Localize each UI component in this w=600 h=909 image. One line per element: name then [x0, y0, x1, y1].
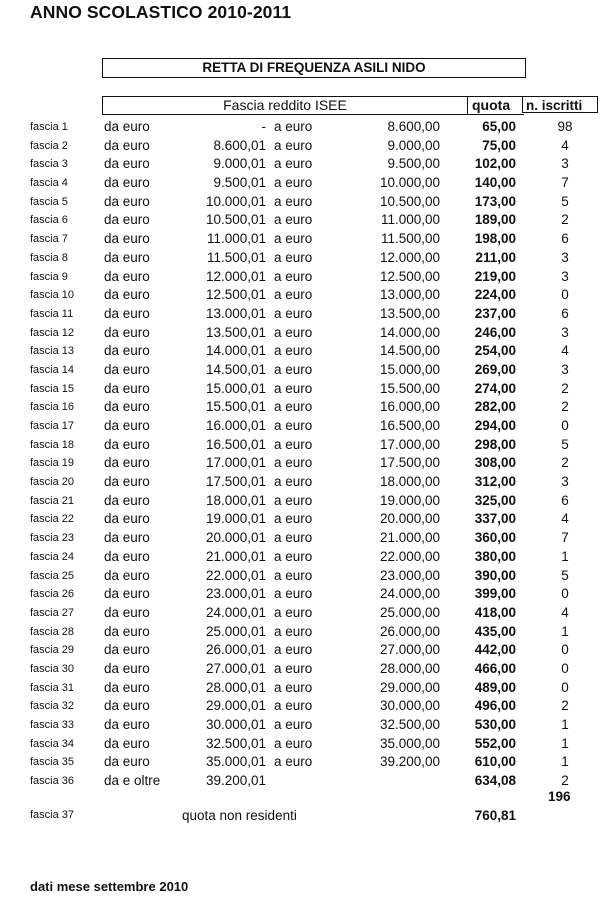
quota-value: 294,00	[474, 418, 516, 433]
quota-value: 435,00	[474, 623, 516, 639]
a-label: a euro	[274, 249, 313, 265]
income-from: 8.600,01	[213, 137, 266, 153]
quota-value: 496,00	[474, 698, 516, 714]
income-to: 35.000,00	[379, 735, 440, 751]
income-from: 24.000,01	[205, 604, 266, 620]
income-to: 39.200,00	[379, 754, 440, 770]
iscritti-count: 7	[561, 175, 569, 191]
non-resident-label: quota non residenti	[182, 808, 297, 823]
income-to: 19.000,00	[379, 492, 440, 508]
total-iscritti: 196	[548, 789, 571, 804]
table-row	[0, 286, 600, 305]
quota-value: 75,00	[482, 137, 516, 153]
fascia-label: fascia 35	[30, 756, 75, 769]
iscritti-count: 4	[561, 343, 569, 359]
da-label: da euro	[104, 530, 150, 546]
fascia-label: fascia 19	[30, 457, 75, 470]
iscritti-count: 2	[561, 773, 569, 789]
a-label: a euro	[274, 586, 313, 602]
a-label: a euro	[274, 567, 313, 583]
iscritti-count: 0	[561, 660, 569, 676]
income-to: 14.500,00	[379, 343, 440, 359]
income-from: 26.000,01	[205, 642, 266, 658]
table-row	[0, 660, 600, 679]
income-from: 29.000,01	[205, 698, 266, 714]
income-to: 11.000,00	[380, 212, 440, 228]
quota-value: 360,00	[474, 530, 516, 546]
document-title: ANNO SCOLASTICO 2010-2011	[30, 2, 292, 22]
da-label: da euro	[104, 193, 150, 209]
a-label: a euro	[274, 418, 313, 433]
iscritti-count: 3	[561, 361, 569, 377]
fascia-label: fascia 30	[30, 662, 75, 675]
a-label: a euro	[274, 231, 313, 247]
income-to: 9.500,00	[387, 156, 440, 172]
income-to: 29.000,00	[379, 679, 440, 695]
fascia-label: fascia 31	[30, 681, 75, 694]
table-heading: RETTA DI FREQUENZA ASILI NIDO	[102, 58, 526, 78]
quota-value: 298,00	[474, 436, 516, 452]
a-label: a euro	[274, 305, 313, 321]
income-to: 12.500,00	[379, 268, 440, 284]
income-to: 10.000,00	[379, 175, 440, 191]
quota-value: 634,08	[474, 773, 516, 789]
table-row	[0, 436, 600, 455]
income-to: 30.000,00	[379, 698, 440, 714]
income-to: 20.000,00	[379, 511, 440, 527]
a-label: a euro	[274, 380, 313, 396]
table-row	[0, 604, 600, 623]
iscritti-count: 2	[561, 455, 569, 471]
quota-value: 211,00	[475, 249, 516, 265]
quota-value: 269,00	[474, 361, 516, 377]
income-from: 10.500,01	[205, 212, 266, 228]
income-to: 23.000,00	[379, 567, 440, 583]
fascia-label: fascia 2	[30, 139, 68, 152]
a-label: a euro	[274, 156, 313, 172]
quota-value: 140,00	[474, 175, 516, 191]
fascia-label: fascia 4	[30, 177, 68, 190]
header-isee: Fascia reddito ISEE	[102, 96, 468, 115]
table-row	[0, 380, 600, 399]
income-from: 16.500,01	[205, 436, 266, 452]
a-label: a euro	[274, 474, 313, 490]
iscritti-count: 1	[561, 623, 569, 639]
quota-value: 189,00	[474, 212, 516, 228]
income-to: 9.000,00	[387, 137, 440, 153]
da-label: da euro	[104, 492, 150, 508]
income-from: 11.000,01	[206, 231, 266, 247]
quota-value: 237,00	[474, 305, 516, 321]
table-row	[0, 417, 600, 436]
header-quota: quota	[468, 96, 524, 115]
a-label: a euro	[274, 343, 313, 359]
quota-value: 219,00	[474, 268, 516, 284]
fascia-label: fascia 20	[30, 476, 75, 489]
iscritti-count: 1	[561, 754, 569, 770]
fascia-label: fascia 12	[30, 326, 75, 339]
a-label: a euro	[274, 175, 313, 191]
quota-value: 198,00	[474, 231, 516, 247]
da-label: da euro	[104, 623, 150, 639]
a-label: a euro	[274, 642, 313, 658]
da-label: da euro	[104, 324, 150, 340]
da-label: da euro	[104, 660, 150, 676]
a-label: a euro	[274, 492, 313, 508]
da-label: da e oltre	[104, 773, 161, 789]
fascia-label: fascia 9	[30, 270, 68, 283]
footer-note: dati mese settembre 2010	[30, 879, 189, 894]
iscritti-count: 4	[561, 511, 569, 527]
quota-value: 489,00	[474, 679, 516, 695]
iscritti-count: 0	[561, 642, 569, 658]
fascia-label: fascia 36	[30, 775, 75, 788]
table-row	[0, 567, 600, 586]
income-from: 20.000,01	[205, 530, 266, 546]
income-to: 14.000,00	[379, 324, 440, 340]
table-row	[0, 473, 600, 492]
a-label: a euro	[274, 268, 313, 284]
table-row	[0, 623, 600, 642]
fascia-label: fascia 22	[30, 513, 75, 526]
table-row	[0, 492, 600, 511]
income-from: 32.500,01	[205, 735, 266, 751]
quota-value: 65,00	[482, 119, 516, 134]
iscritti-count: 3	[561, 156, 569, 172]
table-row	[0, 454, 600, 473]
iscritti-count: 5	[561, 193, 569, 209]
iscritti-count: 7	[561, 530, 569, 546]
income-from: 27.000,01	[205, 660, 266, 676]
table-row	[0, 735, 600, 754]
income-to: 24.000,00	[379, 586, 440, 602]
income-from: 14.000,01	[205, 343, 266, 359]
income-to: 28.000,00	[379, 660, 440, 676]
a-label: a euro	[274, 660, 313, 676]
fascia-label: fascia 17	[30, 420, 75, 432]
income-from: 35.000,01	[205, 754, 266, 770]
a-label: a euro	[274, 717, 313, 732]
income-from: 30.000,01	[205, 717, 266, 732]
a-label: a euro	[274, 511, 313, 527]
iscritti-count: 6	[561, 231, 569, 247]
header-iscritti: n. iscritti	[522, 96, 598, 113]
income-to: 13.000,00	[379, 287, 440, 303]
quota-value: 308,00	[474, 455, 516, 471]
da-label: da euro	[104, 642, 150, 658]
da-label: da euro	[104, 717, 150, 732]
income-from: 12.000,01	[205, 268, 266, 284]
quota-value: 173,00	[474, 193, 516, 209]
income-from: 11.500,01	[206, 249, 266, 265]
da-label: da euro	[104, 212, 150, 228]
iscritti-count: 2	[561, 380, 569, 396]
a-label: a euro	[274, 287, 313, 303]
income-to: 26.000,00	[379, 623, 440, 639]
a-label: a euro	[274, 754, 313, 770]
fascia-label: fascia 24	[30, 550, 75, 563]
fascia-label: fascia 28	[30, 625, 75, 638]
table-row	[0, 324, 600, 343]
iscritti-count: 3	[561, 249, 569, 265]
income-from: -	[261, 119, 266, 134]
da-label: da euro	[104, 754, 150, 770]
fascia-label: fascia 32	[30, 700, 75, 713]
table-row	[0, 716, 600, 735]
iscritti-count: 6	[561, 492, 569, 508]
fascia-label: fascia 7	[30, 233, 68, 246]
table-row	[0, 118, 600, 137]
da-label: da euro	[104, 268, 150, 284]
iscritti-count: 0	[561, 418, 569, 433]
income-to: 16.000,00	[379, 399, 440, 415]
a-label: a euro	[274, 137, 313, 153]
quota-value: 224,00	[474, 287, 516, 303]
table-row	[0, 753, 600, 772]
quota-value: 466,00	[474, 660, 516, 676]
iscritti-count: 4	[561, 604, 569, 620]
iscritti-count: 3	[561, 474, 569, 490]
da-label: da euro	[104, 137, 150, 153]
fascia-label: fascia 10	[30, 289, 75, 302]
fascia-label: fascia 6	[30, 214, 68, 227]
quota-value: 399,00	[474, 586, 516, 602]
fascia-label: fascia 13	[30, 345, 75, 358]
a-label: a euro	[274, 735, 313, 751]
fascia-label: fascia 33	[30, 719, 75, 731]
da-label: da euro	[104, 418, 150, 433]
quota-value: 246,00	[474, 324, 516, 340]
fascia-label: fascia 16	[30, 401, 75, 414]
iscritti-count: 6	[561, 305, 569, 321]
da-label: da euro	[104, 586, 150, 602]
fascia-label: fascia 3	[30, 158, 68, 171]
income-to: 15.000,00	[379, 361, 440, 377]
income-from: 22.000,01	[205, 567, 266, 583]
income-to: 16.500,00	[379, 418, 440, 433]
a-label: a euro	[274, 698, 313, 714]
fascia-label: fascia 26	[30, 588, 75, 601]
non-resident-row	[0, 806, 600, 825]
table-row	[0, 641, 600, 660]
da-label: da euro	[104, 698, 150, 714]
fascia-label: fascia 25	[30, 569, 75, 582]
da-label: da euro	[104, 436, 150, 452]
quota-value: 325,00	[474, 492, 516, 508]
table-row	[0, 342, 600, 361]
da-label: da euro	[104, 399, 150, 415]
table-row	[0, 398, 600, 417]
income-to: 27.000,00	[379, 642, 440, 658]
da-label: da euro	[104, 679, 150, 695]
quota-value: 418,00	[474, 604, 516, 620]
income-from: 16.000,01	[205, 418, 266, 433]
fascia-label: fascia 15	[30, 382, 75, 395]
income-from: 19.000,01	[205, 511, 266, 527]
quota-value: 282,00	[474, 399, 516, 415]
iscritti-count: 0	[561, 287, 569, 303]
table-row	[0, 679, 600, 698]
quota-value: 552,00	[474, 735, 516, 751]
iscritti-count: 3	[561, 268, 569, 284]
quota-value: 442,00	[474, 642, 516, 658]
table-row	[0, 174, 600, 193]
da-label: da euro	[104, 119, 150, 134]
fee-table-body	[0, 118, 600, 791]
income-from: 39.200,01	[205, 773, 266, 789]
da-label: da euro	[104, 305, 150, 321]
a-label: a euro	[274, 361, 313, 377]
table-row	[0, 137, 600, 156]
income-from: 18.000,01	[205, 492, 266, 508]
fascia-label: fascia 18	[30, 438, 75, 451]
a-label: a euro	[274, 324, 313, 340]
income-from: 15.500,01	[205, 399, 266, 415]
table-row	[0, 155, 600, 174]
fascia-label: fascia 29	[30, 644, 75, 657]
income-to: 22.000,00	[379, 548, 440, 564]
table-row	[0, 548, 600, 567]
quota-value: 390,00	[474, 567, 516, 583]
income-from: 21.000,01	[205, 548, 266, 564]
quota-value: 380,00	[474, 548, 516, 564]
iscritti-count: 2	[561, 212, 569, 228]
a-label: a euro	[274, 119, 313, 134]
income-to: 32.500,00	[379, 717, 440, 732]
table-row	[0, 211, 600, 230]
a-label: a euro	[274, 679, 313, 695]
da-label: da euro	[104, 156, 150, 172]
quota-value: 530,00	[474, 717, 516, 732]
table-row	[0, 697, 600, 716]
fascia-label: fascia 37	[30, 809, 75, 821]
a-label: a euro	[274, 399, 313, 415]
a-label: a euro	[274, 193, 313, 209]
da-label: da euro	[104, 361, 150, 377]
iscritti-count: 0	[561, 586, 569, 602]
income-to: 12.000,00	[379, 249, 440, 265]
table-row	[0, 772, 600, 791]
fascia-label: fascia 34	[30, 737, 75, 750]
quota-value: 337,00	[474, 511, 516, 527]
table-row	[0, 585, 600, 604]
table-row	[0, 510, 600, 529]
da-label: da euro	[104, 567, 150, 583]
table-row	[0, 268, 600, 287]
fascia-label: fascia 14	[30, 363, 75, 376]
iscritti-count: 5	[561, 567, 569, 583]
income-to: 21.000,00	[379, 530, 440, 546]
da-label: da euro	[104, 343, 150, 359]
quota-value: 274,00	[474, 380, 516, 396]
a-label: a euro	[274, 604, 313, 620]
quota-value: 102,00	[474, 156, 516, 172]
income-from: 13.500,01	[205, 324, 266, 340]
income-to: 25.000,00	[379, 604, 440, 620]
iscritti-count: 2	[561, 399, 569, 415]
iscritti-count: 3	[561, 324, 569, 340]
income-to: 10.500,00	[379, 193, 440, 209]
fascia-label: fascia 27	[30, 606, 75, 619]
da-label: da euro	[104, 548, 150, 564]
income-from: 10.000,01	[205, 193, 266, 209]
a-label: a euro	[274, 436, 313, 452]
income-from: 28.000,01	[205, 679, 266, 695]
income-from: 9.500,01	[213, 175, 266, 191]
fascia-label: fascia 8	[30, 251, 68, 264]
fascia-label: fascia 23	[30, 532, 75, 545]
a-label: a euro	[274, 623, 313, 639]
iscritti-count: 5	[561, 436, 569, 452]
iscritti-count: 1	[561, 717, 569, 732]
table-row	[0, 305, 600, 324]
fascia-label: fascia 1	[30, 121, 68, 133]
iscritti-count: 4	[561, 137, 569, 153]
fascia-label: fascia 5	[30, 195, 68, 208]
table-row	[0, 249, 600, 268]
da-label: da euro	[104, 175, 150, 191]
income-from: 15.000,01	[205, 380, 266, 396]
income-from: 23.000,01	[205, 586, 266, 602]
income-from: 17.500,01	[205, 474, 266, 490]
table-row	[0, 361, 600, 380]
da-label: da euro	[104, 231, 150, 247]
fascia-label: fascia 21	[30, 494, 75, 507]
iscritti-count: 1	[561, 735, 569, 751]
iscritti-count: 0	[561, 679, 569, 695]
da-label: da euro	[104, 474, 150, 490]
table-row	[0, 193, 600, 212]
a-label: a euro	[274, 455, 313, 471]
income-from: 25.000,01	[205, 623, 266, 639]
da-label: da euro	[104, 511, 150, 527]
iscritti-count: 1	[561, 548, 569, 564]
da-label: da euro	[104, 455, 150, 471]
income-from: 9.000,01	[213, 156, 266, 172]
income-to: 11.500,00	[380, 231, 440, 247]
da-label: da euro	[104, 604, 150, 620]
a-label: a euro	[274, 548, 313, 564]
quota-value: 610,00	[474, 754, 516, 770]
iscritti-count: 98	[557, 119, 573, 134]
income-from: 14.500,01	[205, 361, 266, 377]
income-to: 15.500,00	[379, 380, 440, 396]
income-to: 8.600,00	[387, 119, 440, 134]
income-from: 17.000,01	[205, 455, 266, 471]
iscritti-count: 2	[561, 698, 569, 714]
da-label: da euro	[104, 735, 150, 751]
income-to: 17.500,00	[379, 455, 440, 471]
non-resident-quota: 760,81	[474, 808, 516, 823]
income-from: 13.000,01	[205, 305, 266, 321]
da-label: da euro	[104, 287, 150, 303]
da-label: da euro	[104, 380, 150, 396]
a-label: a euro	[274, 212, 313, 228]
income-to: 17.000,00	[379, 436, 440, 452]
table-header-row	[0, 96, 600, 116]
fascia-label: fascia 11	[30, 307, 74, 320]
income-from: 12.500,01	[205, 287, 266, 303]
quota-value: 254,00	[474, 343, 516, 359]
a-label: a euro	[274, 530, 313, 546]
income-to: 13.500,00	[379, 305, 440, 321]
table-row	[0, 529, 600, 548]
table-row	[0, 230, 600, 249]
da-label: da euro	[104, 249, 150, 265]
income-to: 18.000,00	[379, 474, 440, 490]
quota-value: 312,00	[474, 474, 516, 490]
